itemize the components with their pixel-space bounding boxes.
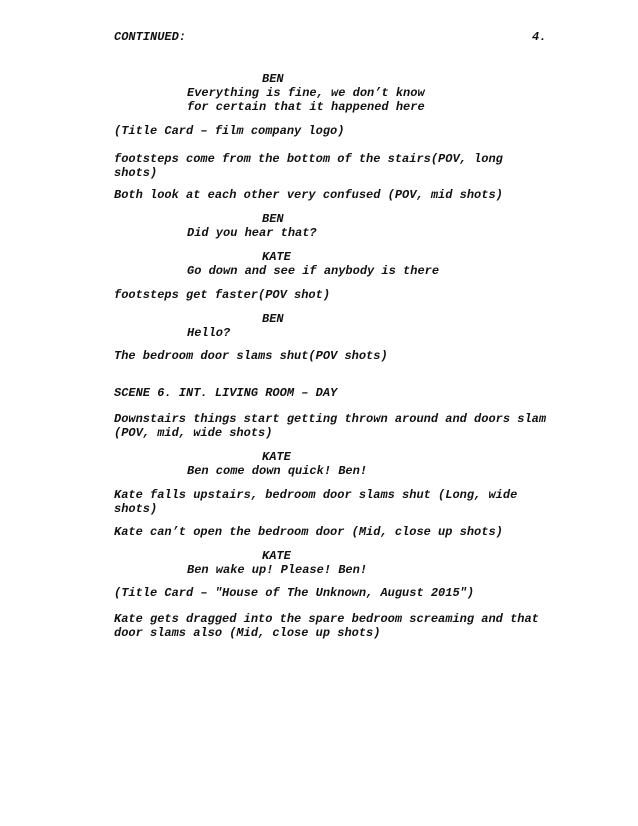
action-line: (POV, mid, wide shots): [114, 426, 273, 440]
page-number: 4.: [532, 30, 547, 44]
character-name: KATE: [262, 450, 291, 464]
scene-heading: SCENE 6. INT. LIVING ROOM – DAY: [114, 386, 338, 400]
action-line: shots): [114, 502, 158, 516]
action-line: Kate can’t open the bedroom door (Mid, close up shots): [114, 525, 503, 539]
character-name: KATE: [262, 549, 291, 563]
action-line: The bedroom door slams shut(POV shots): [114, 349, 388, 363]
action-line: Kate gets dragged into the spare bedroom screaming and that: [114, 612, 539, 626]
continued-label: CONTINUED:: [114, 30, 187, 44]
action-line: Both look at each other very confused (POV, mid shots): [114, 188, 503, 202]
action-line: (Title Card – film company logo): [114, 124, 345, 138]
action-line: Kate falls upstairs, bedroom door slams shut (Long, wide: [114, 488, 518, 502]
action-line: (Title Card – "House of The Unknown, August 2015"): [114, 586, 475, 600]
dialogue-line: Everything is fine, we don’t know: [187, 86, 425, 100]
action-line: footsteps get faster(POV shot): [114, 288, 331, 302]
character-name: BEN: [262, 212, 284, 226]
dialogue-line: Hello?: [187, 326, 231, 340]
dialogue-line: Ben come down quick! Ben!: [187, 464, 368, 478]
character-name: KATE: [262, 250, 291, 264]
character-name: BEN: [262, 72, 284, 86]
dialogue-line: Ben wake up! Please! Ben!: [187, 563, 368, 577]
action-line: Downstairs things start getting thrown around and doors slam: [114, 412, 547, 426]
action-line: shots): [114, 166, 158, 180]
dialogue-line: Did you hear that?: [187, 226, 317, 240]
dialogue-line: for certain that it happened here: [187, 100, 425, 114]
action-line: door slams also (Mid, close up shots): [114, 626, 381, 640]
action-line: footsteps come from the bottom of the stairs(POV, long: [114, 152, 503, 166]
character-name: BEN: [262, 312, 284, 326]
dialogue-line: Go down and see if anybody is there: [187, 264, 440, 278]
